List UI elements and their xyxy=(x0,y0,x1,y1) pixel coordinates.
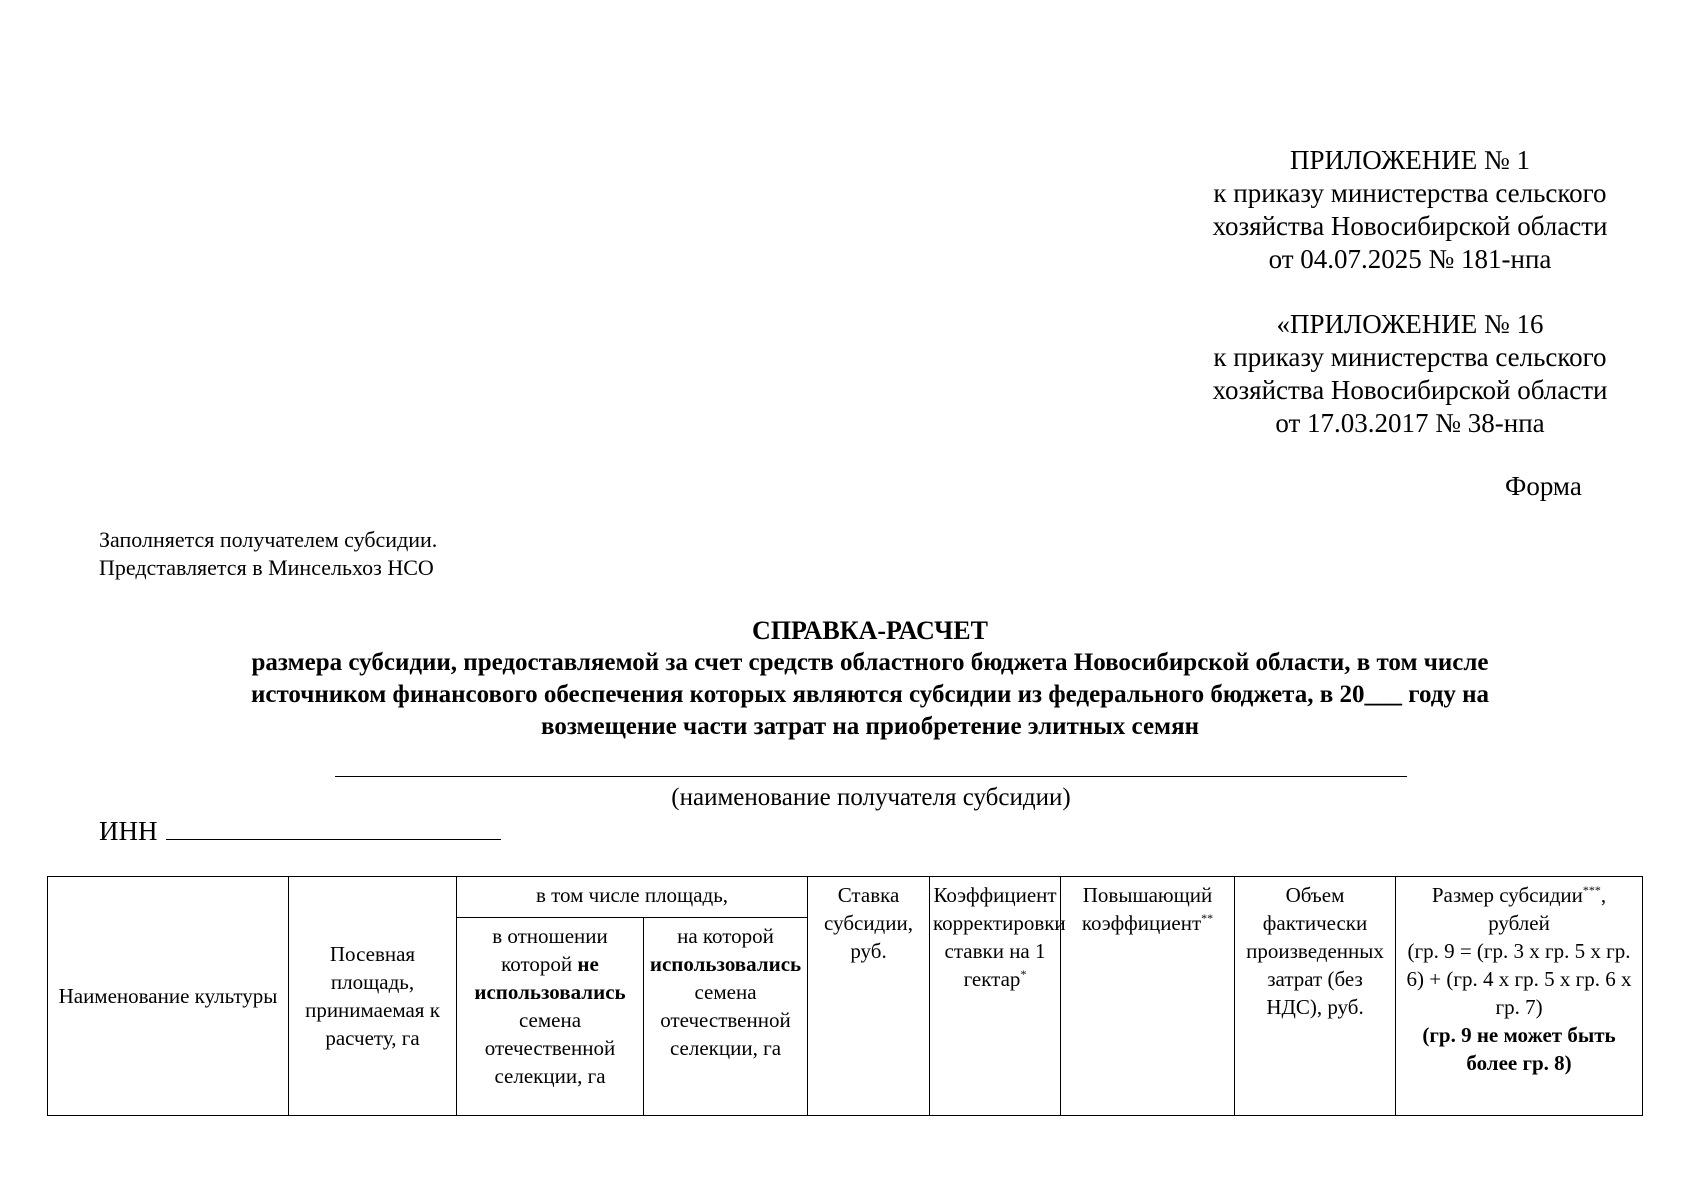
col9-formula: (гр. 9 = (гр. 3 х гр. 5 х гр. 6) + (гр. 4 х гр. 5 х гр. 6 х гр. 7) xyxy=(1406,939,1632,1019)
appendix-1-line2: хозяйства Новосибирской области xyxy=(1212,211,1608,241)
form-label: Форма xyxy=(1505,471,1582,501)
appendix-16-title: «ПРИЛОЖЕНИЕ № 16 xyxy=(1276,309,1544,339)
title-line3: возмещение части затрат на приобретение элитных семян xyxy=(541,713,1199,740)
appendix-1-header xyxy=(1175,144,1645,276)
col3-pre: в отношении которой xyxy=(492,924,608,977)
recipient-name-line[interactable] xyxy=(335,776,1407,777)
col-subsidy-amount xyxy=(1396,877,1643,1116)
title-line1: размера субсидии, предоставляемой за счет средств областного бюджета Новосибирской области, в том числе xyxy=(251,649,1489,676)
col-subsidy-rate: Ставка субсидии, руб. xyxy=(808,877,930,1116)
appendix-16-line3: от 17.03.2017 № 38-нпа xyxy=(1275,408,1545,438)
col9-mark: *** xyxy=(1582,883,1601,897)
appendix-1-line1: к приказу министерства сельского xyxy=(1213,178,1607,208)
appendix-16-header xyxy=(1175,308,1645,440)
col9-note: (гр. 9 не может быть более гр. 8) xyxy=(1422,1023,1616,1075)
col-group-area: в том числе площадь, xyxy=(457,877,808,918)
inn-row xyxy=(99,816,501,847)
submitted-to-note: Представляется в Минсельхоз НСО xyxy=(99,555,434,580)
col6-mark: * xyxy=(1020,967,1027,981)
appendix-16-line2: хозяйства Новосибирской области xyxy=(1212,375,1608,405)
inn-label: ИНН xyxy=(99,816,158,846)
col7-text: Повышающий коэффициент xyxy=(1081,883,1213,935)
col-actual-costs: Объем фактически произведенных затрат (без НДС), руб. xyxy=(1235,877,1396,1116)
col-sown-area: Посевная площадь, принимаемая к расчету, га xyxy=(289,877,457,1116)
inn-field[interactable] xyxy=(166,819,501,840)
document-title xyxy=(130,615,1610,743)
col4-pre: на которой xyxy=(677,924,774,949)
col9-suffix: , рублей xyxy=(1488,883,1607,935)
col3-bold: не использовались xyxy=(474,952,626,1005)
col3-post: семена отечественной селекции, га xyxy=(484,1008,616,1089)
col-area-domestic-seeds xyxy=(644,918,808,1116)
title-main: СПРАВКА-РАСЧЕТ xyxy=(752,616,988,645)
col7-mark: ** xyxy=(1201,911,1214,925)
col4-bold: использовались xyxy=(649,952,802,977)
appendix-1-title: ПРИЛОЖЕНИЕ № 1 xyxy=(1289,145,1531,175)
appendix-16-line1: к приказу министерства сельского xyxy=(1213,342,1607,372)
col-increasing-coefficient xyxy=(1061,877,1235,1116)
col-crop-name: Наименование культуры xyxy=(48,877,289,1116)
col4-post: семена отечественной селекции, га xyxy=(660,980,791,1061)
recipient-caption: (наименование получателя субсидии) xyxy=(671,784,1071,811)
filled-by-note: Заполняется получателем субсидии. xyxy=(99,527,438,552)
col-correction-coefficient xyxy=(930,877,1066,1116)
appendix-1-line3: от 04.07.2025 № 181-нпа xyxy=(1268,244,1552,274)
col6-text: Коэффициент корректировки ставки на 1 гектар xyxy=(933,883,1066,991)
subsidy-table xyxy=(47,876,1643,1116)
title-line2: источником финансового обеспечения которых являются субсидии из федерального бюджета, в 20___ году на xyxy=(250,681,1490,708)
col9-title: Размер субсидии xyxy=(1431,883,1583,907)
col-area-foreign-seeds xyxy=(457,918,644,1116)
